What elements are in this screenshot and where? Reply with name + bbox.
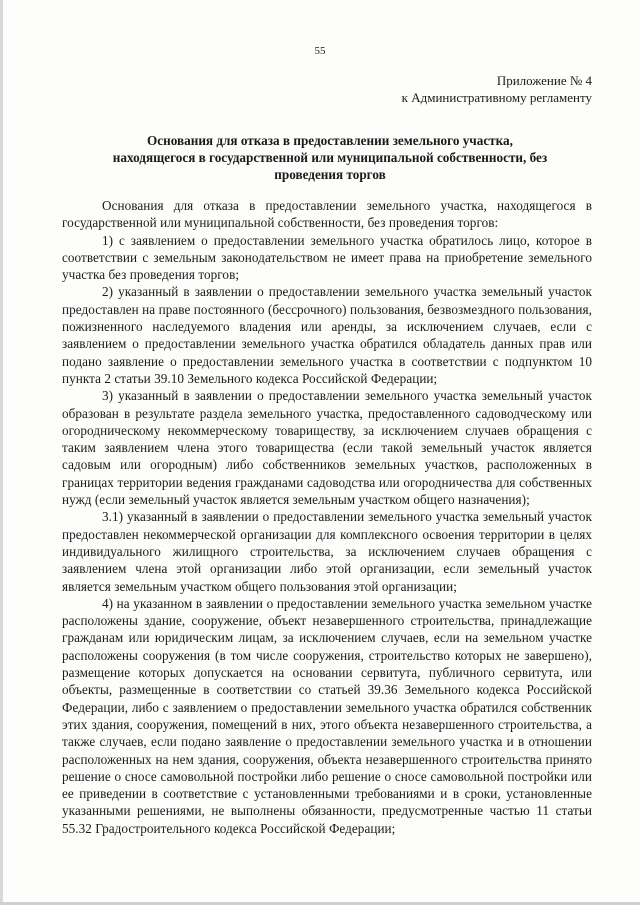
appendix-regulation: к Административному регламенту [401,90,592,105]
paragraph-item-3-1: 3.1) указанный в заявлении о предоставлении земельного участка земельный участок предоставлен некоммерческой организации для комплексного освоения территории в целях индивидуального жилищного строительства, за исключением случаев обращения с заявлением члена этой организации либо этой организации, если земельный участок является земельным участком общего пользования этой организации; [62,509,592,594]
appendix-reference [402,72,592,106]
document-title [70,132,590,183]
paragraph-intro: Основания для отказа в предоставлении земельного участка, находящегося в государственной или муниципальной собственности, без проведения торгов: [62,198,592,231]
document-body [62,197,592,837]
paragraph-item-1: 1) с заявлением о предоставлении земельного участка обратилось лицо, которое в соответствии с земельным законодательством не имеет права на приобретение земельного участка без проведения торгов; [62,232,592,283]
title-line-1: Основания для отказа в предоставлении земельного участка, [147,133,513,148]
appendix-number: Приложение № 4 [496,73,592,88]
title-line-2: находящегося в государственной или муниципальной собственности, без [112,150,548,165]
scan-edge-left [0,0,3,905]
paragraph-item-4: 4) на указанном в заявлении о предоставлении земельного участка земельном участке расположены здание, сооружение, объект незавершенного строительства, принадлежащие гражданам или юридическим лицам, за исключением случаев, если на земельном участке расположены сооружения (в том числе сооружения, строительство которых не завершено), размещение которых допускается на основании сервитута, публичного сервитута, или объекты, размещенные в соответствии со статьей 39.36 Земельного кодекса Российской Федерации, либо с заявлением о предоставлении земельного участка обратился собственник этих здания, сооружения, помещений в них, этого объекта незавершенного строительства, а также случаев, если подано заявление о предоставлении земельного участка и в отношении расположенных на нем здания, сооружения, объекта незавершенного строительства принято решение о сносе самовольной постройки либо решение о сносе самовольной постройки или ее приведении в соответствие с установленными требованиями и в сроки, установленные указанными решениями, не выполнены обязанности, предусмотренные частью 11 статьи 55.32 Градостроительного кодекса Российской Федерации; [62,595,592,836]
paragraph-item-2: 2) указанный в заявлении о предоставлении земельного участка земельный участок предоставлен на праве постоянного (бессрочного) пользования, безвозмездного пользования, пожизненного наследуемого владения или аренды, за исключением случаев, если с заявлением о предоставлении земельного участка обратился обладатель данных прав или подано заявление о предоставлении земельного участка в соответствии с подпунктом 10 пункта 2 статьи 39.10 Земельного кодекса Российской Федерации; [62,284,592,386]
title-line-3: проведения торгов [274,167,386,182]
paragraph-item-3: 3) указанный в заявлении о предоставлении земельного участка земельный участок образован в результате раздела земельного участка, предоставленного садоводческому или огородническому некоммерческому товариществу, за исключением случаев обращения с таким заявлением члена этого товарищества (если такой земельный участок является садовым или огородным) либо собственников земельных участков, расположенных в границах территории ведения гражданами садоводства или огородничества для собственных нужд (если земельный участок является земельным участком общего назначения); [62,388,592,508]
page-number: 55 [314,45,326,57]
